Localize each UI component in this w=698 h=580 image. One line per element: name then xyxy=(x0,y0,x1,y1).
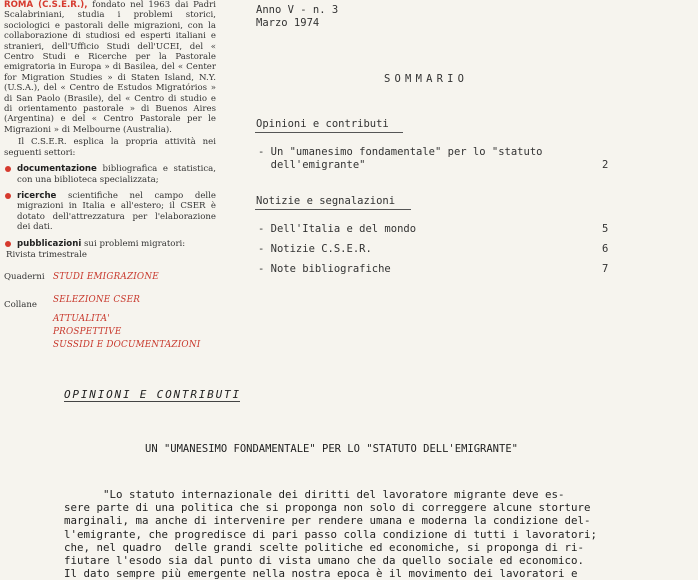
contents-item-line: dell'emigrante" xyxy=(258,159,366,171)
body-line: marginali, ma anche di intervenire per rendere umana e moderna la condizione del- xyxy=(64,514,591,528)
quaderni-value: STUDI EMIGRAZIONE xyxy=(53,272,159,282)
bullet-dot-icon xyxy=(5,193,11,199)
activity-text: Il C.S.E.R. esplica la propria attività nei seguenti settori: xyxy=(4,137,216,158)
contents-item-line: - Un "umanesimo fondamentale" per lo "statuto xyxy=(258,146,543,158)
rivista-label: Rivista trimestrale xyxy=(6,249,88,260)
article-body xyxy=(64,488,634,580)
quaderni-label: Quaderni xyxy=(4,272,45,282)
bullet-text: bibliografica e statistica, con una biblioteca specializzata; xyxy=(17,164,216,185)
collane-row xyxy=(4,340,219,353)
publication-series xyxy=(4,272,219,353)
collane-row xyxy=(4,295,219,308)
bullet-dot-icon xyxy=(5,166,11,172)
activity-bullet xyxy=(4,191,216,233)
section-heading: OPINIONI E CONTRIBUTI xyxy=(64,388,241,401)
collane-value: ATTUALITA' xyxy=(53,314,110,324)
issue-date: Marzo 1974 xyxy=(256,17,320,29)
contents-item: - Notizie C.S.E.R. xyxy=(258,243,372,255)
collane-label: Collane xyxy=(4,300,37,310)
contents-item xyxy=(258,146,542,172)
bullet-text: scientifiche nel campo delle migrazioni in Italia e all'estero; il CSER è dotato dell'attrezzatura per l'elaborazione dei dati. xyxy=(17,190,216,233)
collane-row xyxy=(4,327,219,340)
page-number: 6 xyxy=(602,243,609,255)
activity-bullet xyxy=(4,239,216,249)
page-number: 7 xyxy=(602,263,609,275)
section-title: Notizie e segnalazioni xyxy=(256,195,396,207)
publisher-intro xyxy=(4,0,216,135)
contents-item: - Note bibliografiche xyxy=(258,263,391,275)
bullet-keyword: pubblicazioni xyxy=(17,238,82,249)
body-line: che, nel quadro delle grandi scelte politiche ed economiche, si proponga di ri- xyxy=(64,540,585,554)
collane-value: PROSPETTIVE xyxy=(53,327,122,337)
body-line: fiutare l'esodo sia dal punto di vista umano che da quello sociale ed economico. xyxy=(64,554,585,568)
bullet-text: sui problemi migratori: xyxy=(81,238,186,249)
bullet-keyword: ricerche xyxy=(17,190,57,201)
activity-bullet xyxy=(4,164,216,185)
publisher-column xyxy=(4,0,216,260)
body-line: sere parte di una politica che si proponga non solo di correggere alcune storture xyxy=(64,501,591,515)
issue-header xyxy=(256,4,338,30)
quaderni-row xyxy=(4,272,219,285)
section-underline xyxy=(255,132,403,133)
article-title: UN "UMANESIMO FONDAMENTALE" PER LO "STATUTO DELL'EMIGRANTE" xyxy=(145,443,518,455)
bullet-keyword: documentazione xyxy=(17,164,97,175)
section-underline xyxy=(255,209,411,210)
bullet-dot-icon xyxy=(5,241,11,247)
section-title: Opinioni e contributi xyxy=(256,118,389,130)
contents-title: SOMMARIO xyxy=(384,73,469,85)
publisher-name: ROMA (C.S.E.R.), xyxy=(4,0,88,10)
body-line: l'emigrante, che progredisce di pari passo colla condizione di tutti i lavoratori; xyxy=(64,527,598,541)
publisher-description: fondato nel 1963 dai Padri Scalabriniani, studia i problemi storici, sociologici e pastorali delle migrazioni, con la collaborazione di studiosi ed esperti italiani e stranieri, dell'Ufficio Studi dell'UCEI, del « Centro Studi e Ricerche per la Pastorale emigratoria in Europa » di Basilea, del « Center for Migration Studies » di Staten Island, N.Y. (U.S.A.), del « Centro de Estudos Migratórios » di San Paolo (Brasile), del « Centro di studio e di orientamento pastorale » di Buenos Aires (Argentina) e del « Centro Pastorale per le Migrazioni » di Melbourne (Australia). xyxy=(4,0,216,135)
page-number: 5 xyxy=(602,223,609,235)
section-heading-underline xyxy=(64,401,240,402)
collane-value: SUSSIDI E DOCUMENTAZIONI xyxy=(53,340,201,350)
body-line: "Lo statuto internazionale dei diritti del lavoratore migrante deve es- xyxy=(64,488,565,501)
contents-item: - Dell'Italia e del mondo xyxy=(258,223,417,235)
collane-value: SELEZIONE CSER xyxy=(53,295,141,305)
body-line: Il dato sempre più emergente nella nostra epoca è il movimento dei lavoratori e xyxy=(64,567,578,580)
collane-row xyxy=(4,314,219,327)
issue-number: Anno V - n. 3 xyxy=(256,4,339,16)
page-number: 2 xyxy=(602,159,609,171)
